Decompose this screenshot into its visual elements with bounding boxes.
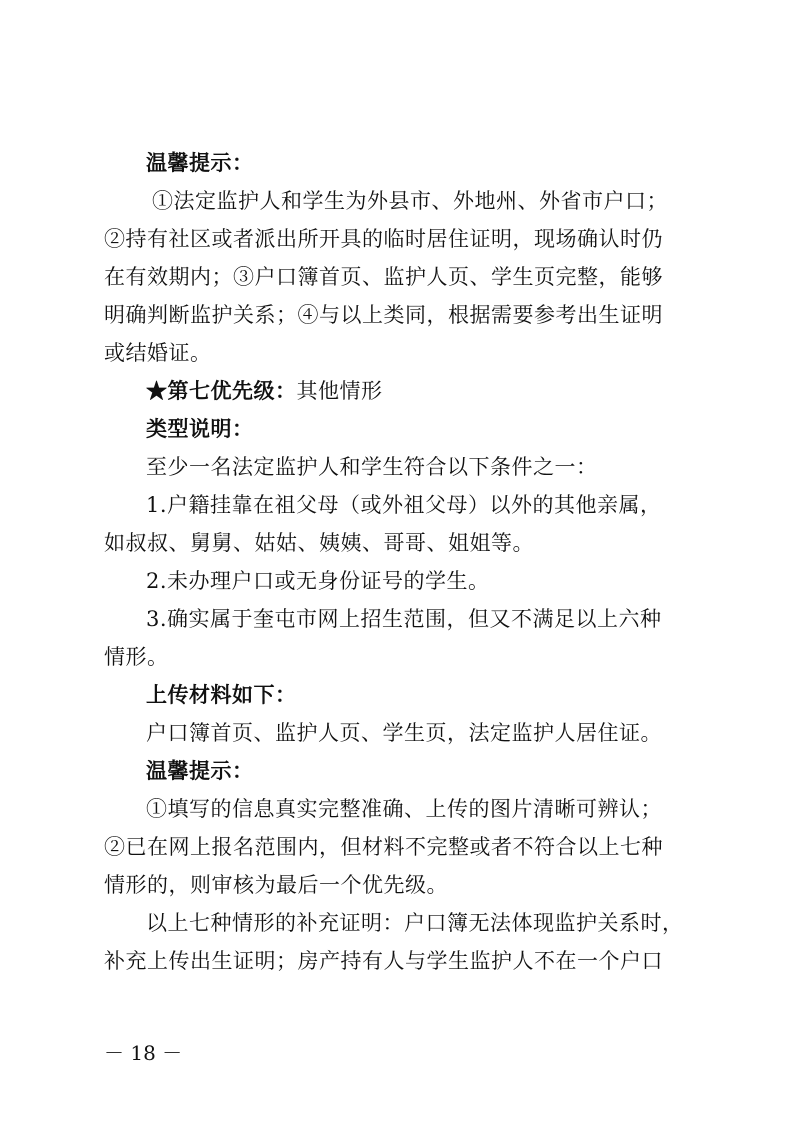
upload-heading: 上传材料如下： xyxy=(146,682,297,707)
upload-materials: 户口簿首页、监护人页、学生页，法定监护人居住证。 xyxy=(146,721,662,745)
tip-1-line-1: ①法定监护人和学生为外县市、外地州、外省市户口； xyxy=(152,189,668,213)
supplement-line-2: 补充上传出生证明；房产持有人与学生监护人不在一个户口 xyxy=(104,949,663,973)
priority-label: ★第七优先级： xyxy=(146,378,297,403)
tip-2-line-2: ②已在网上报名范围内，但材料不完整或者不符合以上七种 xyxy=(104,835,663,859)
tip-2-line-1: ①填写的信息真实完整准确、上传的图片清晰可辨认； xyxy=(146,797,662,821)
tip-1-line-5: 或结婚证。 xyxy=(104,341,212,365)
condition-2: 2.未办理户口或无身份证号的学生。 xyxy=(146,569,490,593)
condition-1-line-2: 如叔叔、舅舅、姑姑、姨姨、哥哥、姐姐等。 xyxy=(104,531,534,555)
tip-heading-2: 温馨提示： xyxy=(146,758,254,783)
supplement-line-1: 以上七种情形的补充证明：户口簿无法体现监护关系时， xyxy=(146,911,684,935)
tip-1-line-4: 明确判断监护关系；④与以上类同，根据需要参考出生证明 xyxy=(104,303,663,327)
type-desc-intro: 至少一名法定监护人和学生符合以下条件之一： xyxy=(146,455,598,479)
condition-3-line-2: 情形。 xyxy=(104,645,169,669)
section-title-7 xyxy=(146,376,383,406)
tip-heading-1: 温馨提示： xyxy=(146,150,254,175)
priority-value: 其他情形 xyxy=(296,379,383,403)
page-number: － 18 － xyxy=(104,1041,183,1065)
type-desc-heading: 类型说明： xyxy=(146,416,254,441)
tip-2-line-3: 情形的，则审核为最后一个优先级。 xyxy=(104,873,448,897)
tip-1-line-2: ②持有社区或者派出所开具的临时居住证明，现场确认时仍 xyxy=(104,227,663,251)
condition-3-line-1: 3.确实属于奎屯市网上招生范围，但又不满足以上六种 xyxy=(146,607,662,631)
tip-1-line-3: 在有效期内；③户口簿首页、监护人页、学生页完整，能够 xyxy=(104,265,663,289)
condition-1-line-1: 1.户籍挂靠在祖父母（或外祖父母）以外的其他亲属， xyxy=(146,493,662,517)
